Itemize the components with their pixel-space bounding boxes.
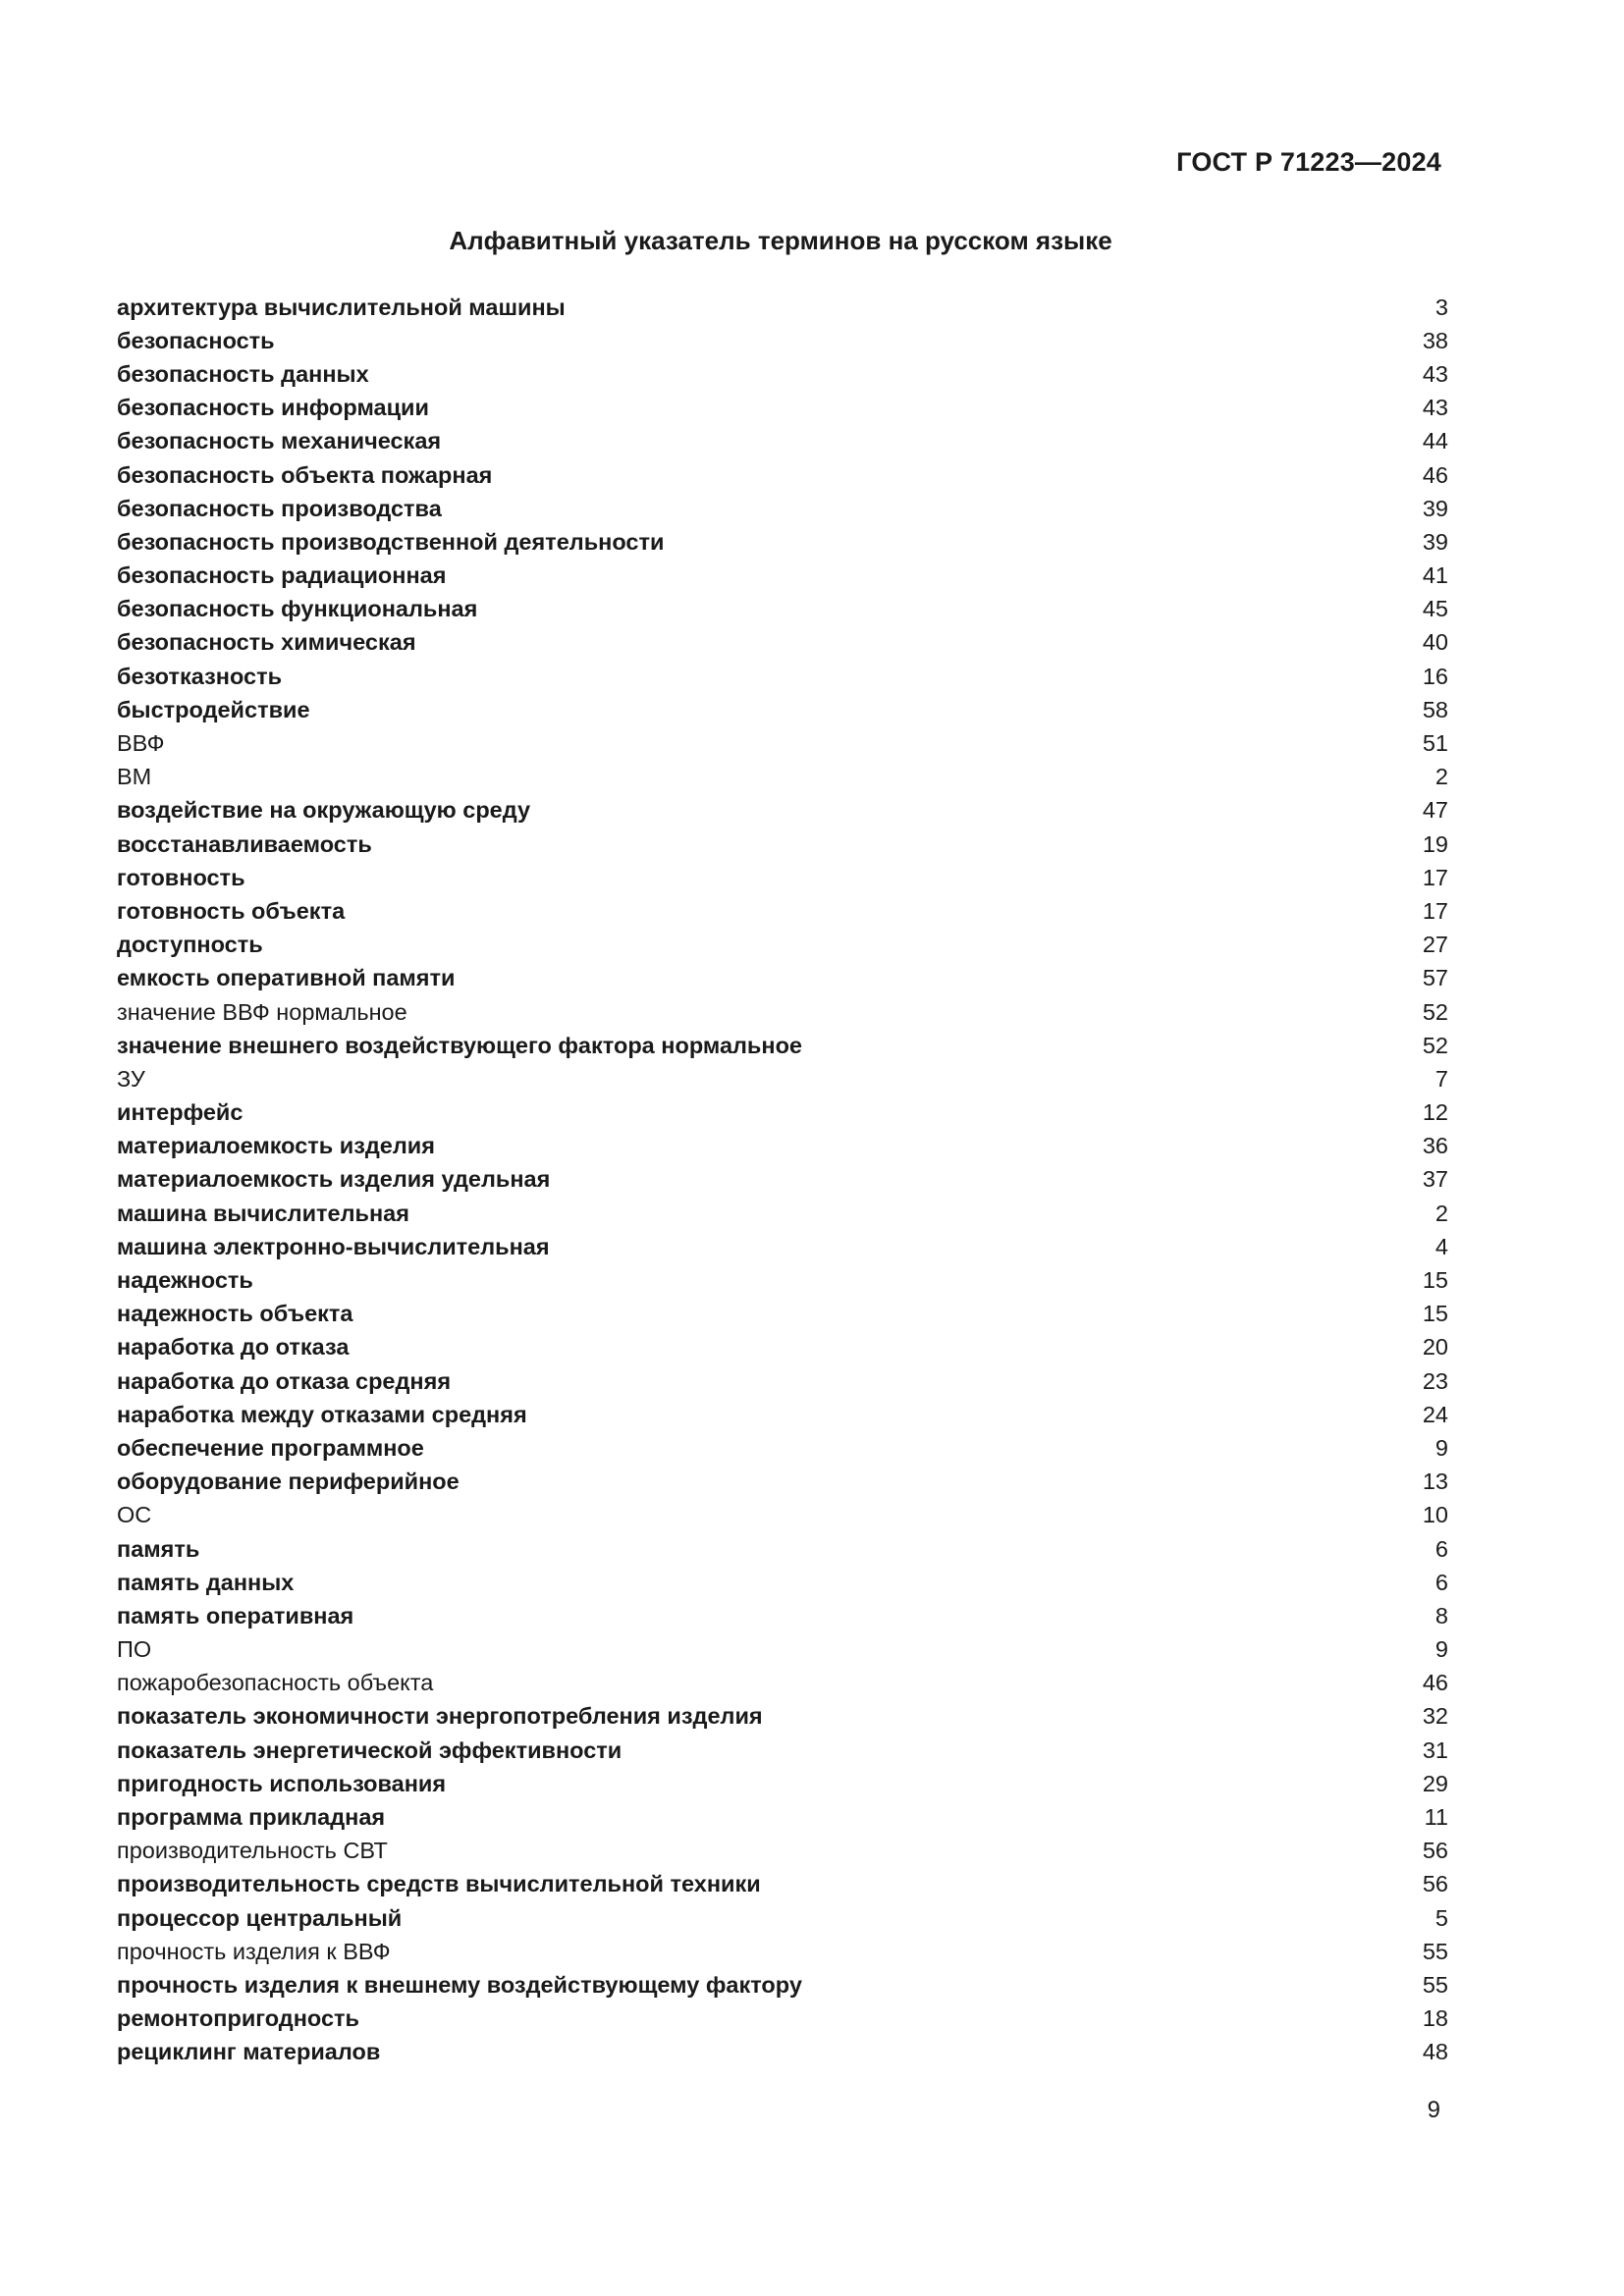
index-page-ref: 31 (1422, 1736, 1448, 1763)
index-entry (117, 1230, 1448, 1263)
index-entry (117, 1398, 1448, 1431)
index-entry (117, 525, 1448, 559)
index-entry (117, 1835, 1448, 1868)
index-page-ref: 43 (1422, 360, 1448, 387)
index-page-ref: 56 (1422, 1871, 1448, 1897)
index-page-ref: 57 (1422, 965, 1448, 991)
term-index-list (117, 291, 1448, 2069)
index-term: значение внешнего воздействующего фактора нормальное (117, 1032, 803, 1058)
index-term: рециклинг материалов (117, 2039, 381, 2065)
index-entry (117, 1096, 1448, 1130)
index-term: процессор центральный (117, 1904, 403, 1931)
index-page-ref: 15 (1422, 1301, 1448, 1327)
index-page-ref: 7 (1435, 1065, 1448, 1092)
index-term: безопасность информации (117, 395, 429, 421)
index-title: Алфавитный указатель терминов на русском языке (449, 226, 1112, 255)
index-entry (117, 726, 1448, 760)
index-page-ref: 29 (1422, 1770, 1448, 1796)
index-page-ref: 39 (1422, 495, 1448, 521)
index-entry (117, 861, 1448, 894)
index-entry (117, 1767, 1448, 1800)
index-entry (117, 929, 1448, 962)
index-term: восстанавливаемость (117, 830, 372, 857)
index-term: безопасность (117, 327, 275, 353)
index-term: производительность СВТ (117, 1838, 388, 1864)
index-entry (117, 1197, 1448, 1230)
index-term: значение ВВФ нормальное (117, 998, 407, 1025)
index-entry (117, 2002, 1448, 2036)
index-term: безопасность производственной деятельности (117, 528, 665, 555)
index-term: материалоемкость изделия удельная (117, 1166, 551, 1193)
index-page-ref: 27 (1422, 932, 1448, 958)
index-term: готовность объекта (117, 897, 346, 924)
index-entry (117, 425, 1448, 458)
index-term: наработка до отказа средняя (117, 1367, 452, 1394)
index-page-ref: 56 (1422, 1838, 1448, 1864)
index-term: безопасность механическая (117, 428, 442, 454)
index-page-ref: 13 (1422, 1468, 1448, 1495)
index-entry (117, 324, 1448, 357)
index-page-ref: 23 (1422, 1367, 1448, 1394)
index-entry (117, 1263, 1448, 1297)
index-page-ref: 2 (1435, 1200, 1448, 1226)
index-term: машина вычислительная (117, 1200, 409, 1226)
index-page-ref: 46 (1422, 461, 1448, 488)
index-entry (117, 1499, 1448, 1532)
index-term: пожаробезопасность объекта (117, 1670, 434, 1696)
index-page-ref: 48 (1422, 2039, 1448, 2065)
index-entry (117, 626, 1448, 660)
index-term: память (117, 1535, 200, 1562)
index-entry (117, 761, 1448, 794)
index-term: надежность (117, 1267, 253, 1294)
index-page-ref: 6 (1435, 1535, 1448, 1562)
index-term: безопасность химическая (117, 629, 416, 656)
index-page-ref: 9 (1435, 1434, 1448, 1461)
index-entry (117, 1734, 1448, 1767)
index-entry (117, 492, 1448, 525)
index-term: обеспечение программное (117, 1434, 424, 1461)
index-page-ref: 58 (1422, 696, 1448, 722)
index-term: машина электронно-вычислительная (117, 1233, 550, 1259)
index-entry (117, 1935, 1448, 1968)
index-term: показатель экономичности энергопотребления изделия (117, 1703, 763, 1730)
index-entry (117, 894, 1448, 928)
index-term: быстродействие (117, 696, 310, 722)
index-page-ref: 15 (1422, 1267, 1448, 1294)
index-page-ref: 8 (1435, 1602, 1448, 1629)
index-entry (117, 593, 1448, 626)
index-entry (117, 1431, 1448, 1465)
index-page-ref: 3 (1435, 294, 1448, 320)
index-term: ЗУ (117, 1065, 145, 1092)
index-page-ref: 55 (1422, 1938, 1448, 1964)
index-entry (117, 1633, 1448, 1667)
index-entry (117, 1466, 1448, 1499)
index-page-ref: 17 (1422, 897, 1448, 924)
index-page-ref: 16 (1422, 663, 1448, 689)
index-page-ref: 32 (1422, 1703, 1448, 1730)
index-entry (117, 560, 1448, 593)
index-term: ВВФ (117, 730, 165, 757)
index-entry (117, 962, 1448, 995)
index-entry (117, 291, 1448, 324)
index-entry (117, 2036, 1448, 2069)
index-term: готовность (117, 864, 245, 890)
index-entry (117, 794, 1448, 828)
index-page-ref: 19 (1422, 830, 1448, 857)
index-term: пригодность использования (117, 1770, 447, 1796)
index-page-ref: 11 (1424, 1804, 1448, 1831)
index-term: архитектура вычислительной машины (117, 294, 566, 320)
index-term: безотказность (117, 663, 283, 689)
index-entry (117, 828, 1448, 861)
index-entry (117, 1331, 1448, 1364)
index-term: безопасность производства (117, 495, 442, 521)
index-page-ref: 5 (1435, 1904, 1448, 1931)
index-page-ref: 36 (1422, 1133, 1448, 1159)
index-term: безопасность объекта пожарная (117, 461, 493, 488)
index-page-ref: 10 (1422, 1502, 1448, 1528)
index-page-ref: 24 (1422, 1401, 1448, 1427)
document-code: ГОСТ Р 71223—2024 (1176, 147, 1441, 177)
index-page-ref: 37 (1422, 1166, 1448, 1193)
index-term: воздействие на окружающую среду (117, 797, 531, 824)
index-page-ref: 40 (1422, 629, 1448, 656)
index-entry (117, 1800, 1448, 1834)
page-number: 9 (1427, 2097, 1440, 2123)
index-term: оборудование периферийное (117, 1468, 460, 1495)
index-page-ref: 38 (1422, 327, 1448, 353)
index-term: емкость оперативной памяти (117, 965, 456, 991)
index-term: надежность объекта (117, 1301, 353, 1327)
index-page-ref: 52 (1422, 1032, 1448, 1058)
index-term: показатель энергетической эффективности (117, 1736, 623, 1763)
index-entry (117, 1700, 1448, 1734)
index-entry (117, 1566, 1448, 1599)
index-entry (117, 1667, 1448, 1700)
index-entry (117, 693, 1448, 726)
index-page-ref: 4 (1435, 1233, 1448, 1259)
index-entry (117, 995, 1448, 1029)
index-term: наработка между отказами средняя (117, 1401, 527, 1427)
index-term: безопасность радиационная (117, 562, 447, 589)
index-page-ref: 55 (1422, 1971, 1448, 1998)
index-term: программа прикладная (117, 1804, 386, 1831)
index-page-ref: 12 (1422, 1099, 1448, 1126)
index-page-ref: 18 (1422, 2005, 1448, 2032)
index-term: безопасность данных (117, 360, 369, 387)
index-term: память данных (117, 1569, 295, 1595)
index-entry (117, 458, 1448, 492)
index-term: наработка до отказа (117, 1334, 350, 1361)
index-entry (117, 1901, 1448, 1935)
index-entry (117, 1298, 1448, 1331)
index-page-ref: 47 (1422, 797, 1448, 824)
index-term: материалоемкость изделия (117, 1133, 435, 1159)
index-page-ref: 43 (1422, 395, 1448, 421)
index-term: производительность средств вычислительной техники (117, 1871, 761, 1897)
index-term: безопасность функциональная (117, 596, 478, 622)
index-page-ref: 52 (1422, 998, 1448, 1025)
index-page-ref: 44 (1422, 428, 1448, 454)
index-term: ВМ (117, 764, 152, 790)
index-entry (117, 660, 1448, 693)
index-entry (117, 1868, 1448, 1901)
index-entry (117, 1062, 1448, 1095)
index-entry (117, 392, 1448, 425)
index-term: прочность изделия к ВВФ (117, 1938, 391, 1964)
index-term: ремонтопригодность (117, 2005, 359, 2032)
index-entry (117, 1364, 1448, 1398)
index-entry (117, 1163, 1448, 1197)
index-page-ref: 39 (1422, 528, 1448, 555)
index-entry (117, 1130, 1448, 1163)
index-entry (117, 1968, 1448, 2002)
index-entry (117, 1599, 1448, 1632)
index-term: интерфейс (117, 1099, 244, 1126)
index-page-ref: 20 (1422, 1334, 1448, 1361)
index-term: прочность изделия к внешнему воздействующему фактору (117, 1971, 802, 1998)
index-entry (117, 1029, 1448, 1062)
index-page-ref: 2 (1435, 764, 1448, 790)
index-page-ref: 6 (1435, 1569, 1448, 1595)
index-term: доступность (117, 932, 263, 958)
index-page-ref: 51 (1422, 730, 1448, 757)
index-term: ОС (117, 1502, 152, 1528)
index-entry (117, 357, 1448, 391)
index-term: ПО (117, 1636, 152, 1663)
index-entry (117, 1532, 1448, 1566)
index-term: память оперативная (117, 1602, 354, 1629)
index-page-ref: 9 (1435, 1636, 1448, 1663)
index-page-ref: 17 (1422, 864, 1448, 890)
index-page-ref: 46 (1422, 1670, 1448, 1696)
index-page-ref: 45 (1422, 596, 1448, 622)
index-page-ref: 41 (1422, 562, 1448, 589)
